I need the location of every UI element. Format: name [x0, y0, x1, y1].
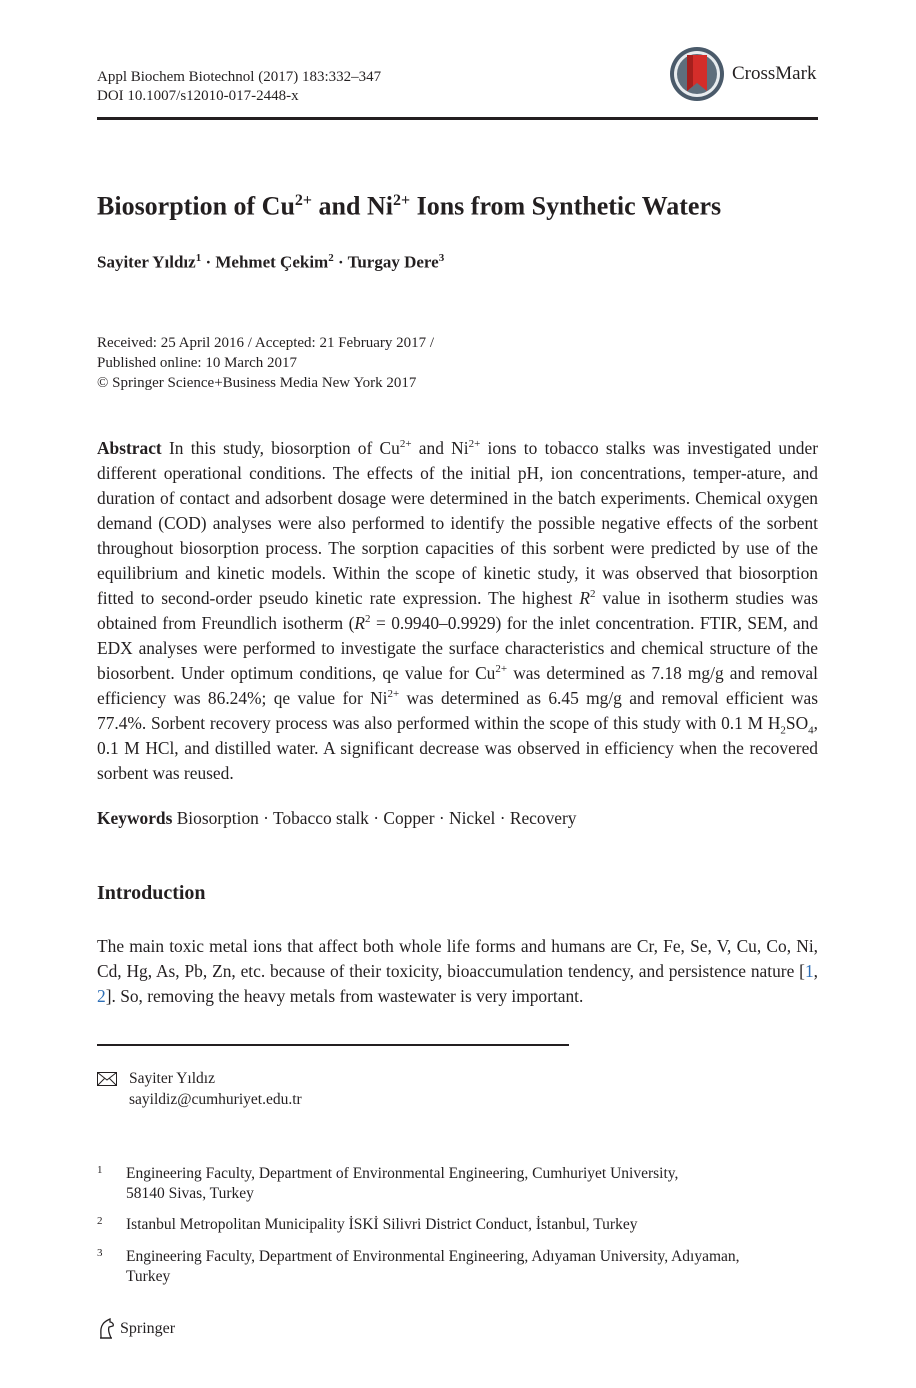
- article-title: Biosorption of $Cu^{2+}$ and $Ni^{2+}$ Ions from Synthetic Waters: [97, 191, 722, 221]
- section-heading-introduction: Introduction: [97, 882, 206, 904]
- citation-link[interactable]: 2: [97, 986, 106, 1006]
- abstract-label: Abstract: [97, 438, 162, 458]
- journal-citation: Appl Biochem Biotechnol (2017) 183:332–347: [97, 69, 382, 85]
- author-name[interactable]: Mehmet Çekim: [215, 252, 329, 272]
- affiliation-1: 1 Engineering Faculty, Department of Environmental Engineering, Cumhuriyet University, 58140 Sivas, Turkey: [97, 1164, 679, 1202]
- correspondence: [97, 1068, 302, 1110]
- publisher-logo: [97, 1318, 175, 1340]
- keywords-list: Biosorption · Tobacco stalk · Copper · Nickel · Recovery: [172, 808, 577, 828]
- crossmark-icon: [668, 45, 726, 103]
- affiliation-2: 2 Istanbul Metropolitan Municipality İSKİ Silivri District Conduct, İstanbul, Turkey: [97, 1215, 638, 1233]
- publisher-name: Springer: [120, 1320, 176, 1337]
- header-rule: [97, 117, 818, 120]
- footnote-rule: [97, 1044, 569, 1046]
- publication-dates: Received: 25 April 2016 / Accepted: 21 February 2017 / Published online: 10 March 2017 © Springer Science+Business Media New York 2017: [97, 335, 435, 391]
- crossmark-label: CrossMark: [732, 63, 817, 84]
- affiliation-3: 3 Engineering Faculty, Department of Environmental Engineering, Adıyaman University, Adıyaman, Turkey: [97, 1247, 740, 1285]
- keywords: [97, 808, 577, 829]
- author-name[interactable]: Turgay Dere: [347, 252, 439, 272]
- keywords-label: Keywords: [97, 808, 173, 828]
- crossmark-badge[interactable]: [668, 44, 820, 104]
- author-email[interactable]: sayildiz@cumhuriyet.edu.tr: [129, 1091, 302, 1108]
- doi[interactable]: DOI 10.1007/s12010-017-2448-x: [97, 88, 299, 104]
- abstract: Abstract In this study, biosorption of $Cu^{2+}$ and $Ni^{2+}$ ions to tobacco stalks was investigated under different operational conditions. The effects of the initial pH, ion concentrations, temper-ature, and duration of contact and adsorbent dosage were determined in the batch experiments. Chemical oxygen demand (COD) analyses were also performed to identify the possible negative effects of the sorbent throughout biosorption process. The sorption capacities of this sorbent were predicted by use of the equilibrium and kinetic models. Within the scope of kinetic study, it was observed that biosorption fitted to second-order pseudo kinetic rate expression. The highest $R^2$ value in isotherm studies was obtained from Freundlich isotherm $(R^2 = 0.9940-0.9929)$ for the inlet concentration. FTIR, SEM, and EDX analyses were performed to investigate the surface characteristics and chemical structure of the biosorbent. Under optimum conditions, qe value for $Cu^{2+}$ was determined as 7.18 mg/g and removal efficiency was 86.24%; qe value for $Ni^{2+}$ was determined as 6.45 mg/g and removal efficient was 77.4%. Sorbent recovery process was also performed within the scope of this study with 0.1 M $H_2SO_4$, 0.1 M HCl, and distilled water. A significant decrease was observed in efficiency when the recovered sorbent was reused.: [97, 438, 819, 783]
- citation-link[interactable]: 1: [804, 961, 814, 981]
- author-list: Sayiter Yıldız$^1$ · Mehmet Çekim$^2$ · Turgay Dere$^3$: [97, 252, 445, 272]
- journal-info: [97, 68, 381, 106]
- author-name[interactable]: Sayiter Yıldız: [97, 252, 196, 272]
- springer-horse-icon: [97, 1318, 117, 1340]
- corresponding-author: Sayiter Yıldız: [129, 1070, 215, 1087]
- envelope-icon: [97, 1072, 117, 1086]
- introduction-paragraph: The main toxic metal ions that affect both whole life forms and humans are Cr, Fe, Se, V, Cu, Co, Ni, Cd, Hg, As, Pb, Zn, etc. because of their toxicity, bioaccumulation tendency, and persistence nature [1, 2]. So, removing the heavy metals from wastewater is very important.: [97, 936, 818, 1006]
